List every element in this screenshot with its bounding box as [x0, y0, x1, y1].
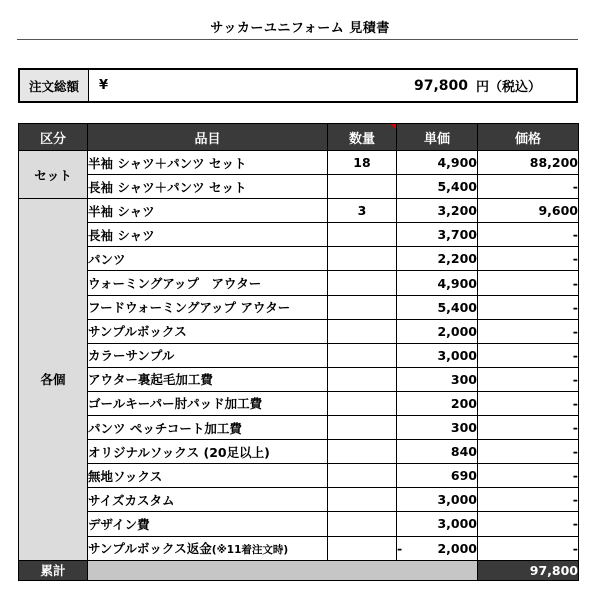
- item-name: 長袖 シャツ: [88, 223, 328, 247]
- total-blank: [88, 560, 478, 580]
- qty-cell[interactable]: [328, 536, 397, 560]
- order-total-amount: 97,800: [413, 77, 468, 94]
- header-price: 価格: [478, 124, 579, 151]
- price-cell: -: [478, 488, 579, 512]
- refund-amount: 2,000: [437, 540, 477, 556]
- unit-price-cell-refund: [397, 536, 478, 560]
- qty-cell[interactable]: [328, 295, 397, 319]
- unit-price-cell: 840: [397, 440, 478, 464]
- table-row: [19, 175, 579, 199]
- estimate-table: [18, 123, 579, 581]
- item-name: ゴールキーパー肘パッド加工費: [88, 391, 328, 415]
- item-name-refund-label: サンプルボックス返金: [88, 541, 212, 557]
- table-row: [19, 464, 579, 488]
- price-cell: -: [478, 175, 579, 199]
- header-item: 品目: [88, 124, 328, 151]
- price-cell: 88,200: [478, 151, 579, 175]
- total-row: [19, 560, 579, 580]
- currency-symbol: ¥: [99, 78, 109, 93]
- category-cell-individual: 各個: [19, 199, 88, 560]
- table-row: [19, 512, 579, 536]
- qty-cell[interactable]: [328, 271, 397, 295]
- item-name-refund: [88, 536, 328, 560]
- unit-price-cell: 3,000: [397, 512, 478, 536]
- table-row: [19, 416, 579, 440]
- qty-cell[interactable]: 18: [328, 151, 397, 175]
- item-name: 無地ソックス: [88, 464, 328, 488]
- price-cell: -: [478, 295, 579, 319]
- unit-price-cell: 300: [397, 416, 478, 440]
- price-cell: -: [478, 319, 579, 343]
- unit-price-cell: 690: [397, 464, 478, 488]
- price-cell: -: [478, 391, 579, 415]
- table-row: [19, 223, 579, 247]
- qty-cell[interactable]: [328, 247, 397, 271]
- price-cell: -: [478, 343, 579, 367]
- unit-price-cell: 3,200: [397, 199, 478, 223]
- total-label: 累計: [19, 560, 88, 580]
- item-name: 長袖 シャツ＋パンツ セット: [88, 175, 328, 199]
- item-name: 半袖 シャツ: [88, 199, 328, 223]
- price-cell: -: [478, 464, 579, 488]
- qty-cell[interactable]: [328, 223, 397, 247]
- table-row: [19, 440, 579, 464]
- table-row: [19, 343, 579, 367]
- table-row: [19, 247, 579, 271]
- header-unit-price: 単価: [397, 124, 478, 151]
- item-name: 半袖 シャツ＋パンツ セット: [88, 151, 328, 175]
- unit-price-cell: 3,000: [397, 343, 478, 367]
- item-name: パンツ: [88, 247, 328, 271]
- price-cell: -: [478, 536, 579, 560]
- qty-cell[interactable]: 3: [328, 199, 397, 223]
- page-title: サッカーユニフォーム 見積書: [210, 21, 390, 36]
- unit-price-cell: 4,900: [397, 151, 478, 175]
- qty-cell[interactable]: [328, 464, 397, 488]
- price-cell: -: [478, 440, 579, 464]
- item-name: サンプルボックス: [88, 319, 328, 343]
- table-row: [19, 199, 579, 223]
- total-price: 97,800: [478, 560, 579, 580]
- table-row: [19, 271, 579, 295]
- order-total-label: 注文総額: [20, 70, 89, 101]
- unit-price-cell: 2,000: [397, 319, 478, 343]
- table-row: [19, 536, 579, 560]
- qty-cell[interactable]: [328, 175, 397, 199]
- qty-cell[interactable]: [328, 416, 397, 440]
- order-total-box: [18, 68, 578, 103]
- item-name: カラーサンプル: [88, 343, 328, 367]
- item-name: ウォーミングアップ アウター: [88, 271, 328, 295]
- comment-marker-icon: [391, 124, 396, 129]
- title-divider: [17, 39, 578, 40]
- table-row: [19, 488, 579, 512]
- unit-price-cell: 3,000: [397, 488, 478, 512]
- table-row: [19, 295, 579, 319]
- unit-price-cell: 5,400: [397, 175, 478, 199]
- price-cell: -: [478, 247, 579, 271]
- item-name: アウター裏起毛加工費: [88, 367, 328, 391]
- price-cell: -: [478, 512, 579, 536]
- table-row: [19, 151, 579, 175]
- qty-cell[interactable]: [328, 488, 397, 512]
- qty-cell[interactable]: [328, 319, 397, 343]
- price-cell: 9,600: [478, 199, 579, 223]
- item-name: サイズカスタム: [88, 488, 328, 512]
- price-cell: -: [478, 367, 579, 391]
- unit-price-cell: 200: [397, 391, 478, 415]
- unit-price-cell: 2,200: [397, 247, 478, 271]
- qty-cell[interactable]: [328, 391, 397, 415]
- item-name: パンツ ぺッチコート加工費: [88, 416, 328, 440]
- order-total-unit: 円（税込）: [476, 80, 542, 95]
- qty-cell[interactable]: [328, 343, 397, 367]
- table-row: [19, 319, 579, 343]
- table-row: [19, 391, 579, 415]
- price-cell: -: [478, 271, 579, 295]
- price-cell: -: [478, 223, 579, 247]
- header-qty: 数量: [328, 124, 397, 151]
- qty-cell[interactable]: [328, 512, 397, 536]
- item-name: デザイン費: [88, 512, 328, 536]
- item-name: オリジナルソックス (20足以上): [88, 440, 328, 464]
- unit-price-cell: 300: [397, 367, 478, 391]
- minus-sign: -: [397, 540, 403, 556]
- table-header-row: [19, 124, 579, 151]
- qty-cell[interactable]: [328, 440, 397, 464]
- unit-price-cell: 5,400: [397, 295, 478, 319]
- unit-price-cell: 4,900: [397, 271, 478, 295]
- qty-cell[interactable]: [328, 367, 397, 391]
- item-name: フードウォーミングアップ アウター: [88, 295, 328, 319]
- header-category: 区分: [19, 124, 88, 151]
- category-cell-set: セット: [19, 151, 88, 199]
- price-cell: -: [478, 416, 579, 440]
- table-row: [19, 367, 579, 391]
- item-name-refund-note: (※11着注文時): [211, 544, 289, 557]
- unit-price-cell: 3,700: [397, 223, 478, 247]
